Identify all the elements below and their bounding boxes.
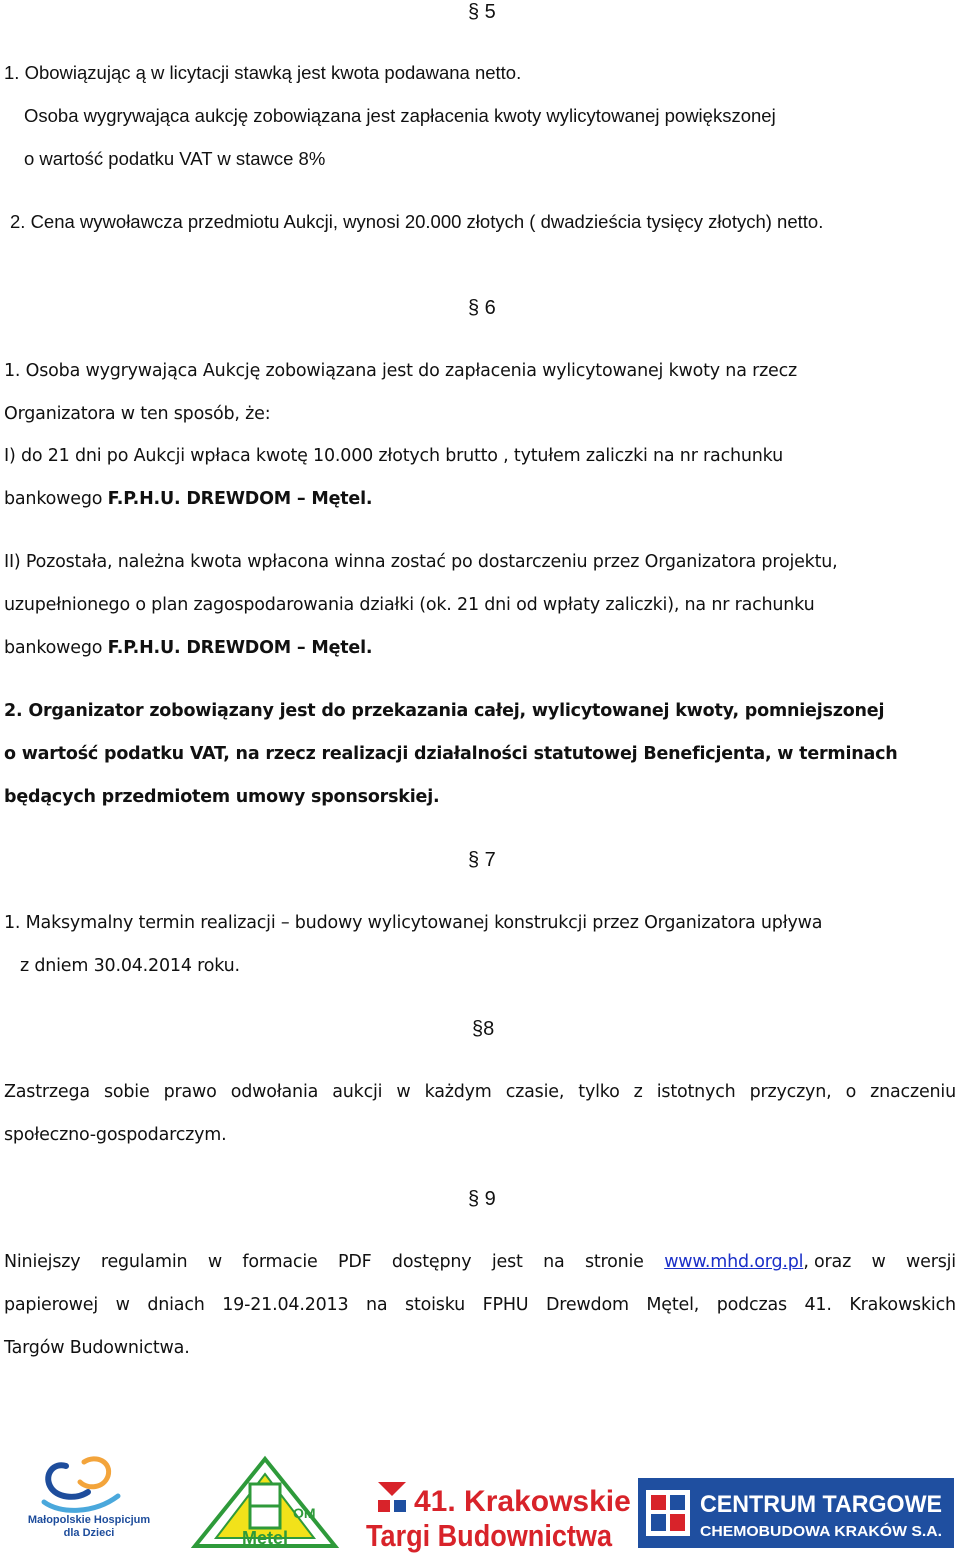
word: wersji	[906, 1252, 956, 1272]
word: , oraz	[803, 1252, 852, 1272]
s5-line-2: Osoba wygrywająca aukcję zobowiązana jest zapłacenia kwoty wylicytowanej powiększonej	[24, 105, 776, 126]
hospicjum-logo	[14, 1452, 164, 1544]
s6-line-4-company: F.P.H.U. DREWDOM – Mętel.	[107, 489, 373, 509]
word: Mętel,	[646, 1295, 700, 1315]
s6-line-6: uzupełnionego o plan zagospodarowania działki (ok. 21 dni od wpłaty zaliczki), na nr rachunku	[4, 595, 815, 615]
word: jest	[491, 1252, 523, 1272]
targi-title-2: Targi Budownictwa	[366, 1518, 613, 1553]
word: Zastrzega	[4, 1082, 90, 1102]
targi-title-1: 41. Krakowskie	[414, 1485, 631, 1518]
centrum-emblem-icon	[646, 1490, 690, 1536]
word: PDF	[337, 1252, 372, 1272]
word: w	[207, 1252, 222, 1272]
metel-small-text: OM	[293, 1505, 316, 1521]
s6-line-8: 2. Organizator zobowiązany jest do przekazania całej, wylicytowanej kwoty, pomniejszonej	[4, 701, 885, 721]
s6-line-7-company: F.P.H.U. DREWDOM – Mętel.	[107, 638, 373, 658]
hospicjum-name-2: dla Dzieci	[63, 1527, 115, 1539]
word: Drewdom	[545, 1295, 629, 1315]
website-link[interactable]: www.mhd.org.pl	[664, 1252, 804, 1272]
word: sobie	[103, 1082, 150, 1102]
s5-line-3: o wartość podatku VAT w stawce 8%	[24, 148, 326, 169]
s9-line-1	[4, 1250, 956, 1274]
word: w	[115, 1295, 130, 1315]
word: stronie	[584, 1252, 644, 1272]
word: tylko	[578, 1082, 620, 1102]
s6-line-10: będących przedmiotem umowy sponsorskiej.	[4, 787, 440, 807]
s9-line-2	[4, 1293, 956, 1317]
word: prawo	[163, 1082, 217, 1102]
s6-line-7	[4, 636, 372, 660]
word: formacie	[242, 1252, 318, 1272]
word: 19-21.04.2013	[222, 1295, 349, 1315]
word: z	[633, 1082, 643, 1102]
centrum-subtitle: CHEMOBUDOWA KRAKÓW S.A.	[700, 1523, 931, 1540]
s6-line-5: II) Pozostała, należna kwota wpłacona winna zostać po dostarczeniu przez Organizatora projektu,	[4, 552, 838, 572]
s6-line-9: o wartość podatku VAT, na rzecz realizacji działalności statutowej Beneficjenta, w terminach	[4, 744, 898, 764]
hospicjum-name-1: Małopolskie Hospicjum	[27, 1514, 151, 1526]
word: papierowej	[4, 1295, 99, 1315]
word: na	[366, 1295, 388, 1315]
targi-logo	[364, 1478, 631, 1553]
s6-line-2: Organizatora w ten sposób, że:	[4, 404, 271, 424]
word: znaczeniu	[870, 1082, 956, 1102]
s6-line-1: 1. Osoba wygrywająca Aukcję zobowiązana jest do zapłacenia wylicytowanej kwoty na rzecz	[4, 361, 798, 381]
metel-name: Mętel	[241, 1528, 289, 1548]
s6-line-4	[4, 487, 372, 511]
word: przyczyn,	[749, 1082, 832, 1102]
s8-line-2: społeczno-gospodarczym.	[4, 1125, 227, 1145]
word: FPHU	[482, 1295, 529, 1315]
word: Niniejszy	[4, 1252, 81, 1272]
word: czasie,	[505, 1082, 565, 1102]
word: na	[543, 1252, 565, 1272]
section-5-heading: § 5	[468, 1, 496, 23]
word: regulamin	[100, 1252, 188, 1272]
word: dniach	[147, 1295, 205, 1315]
word: dostępny	[391, 1252, 472, 1272]
s5-line-4: 2. Cena wywoławcza przedmiotu Aukcji, wynosi 20.000 złotych ( dwadzieścia tysięcy złotych) netto.	[10, 211, 824, 232]
centrum-targowe-logo	[638, 1478, 954, 1548]
word: o	[845, 1082, 857, 1102]
word: odwołania	[230, 1082, 319, 1102]
s6-line-7-text: bankowego	[4, 638, 108, 658]
word: każdym	[424, 1082, 492, 1102]
section-8-heading: §8	[472, 1018, 495, 1040]
s8-line-1	[4, 1080, 956, 1104]
s9-line-3: Targów Budownictwa.	[4, 1338, 190, 1358]
centrum-title: CENTRUM TARGOWE	[700, 1491, 942, 1518]
s6-line-4-text: bankowego	[4, 489, 108, 509]
word: podczas	[716, 1295, 787, 1315]
word: istotnych	[656, 1082, 736, 1102]
word: 41.	[804, 1295, 832, 1315]
s7-line-1: 1. Maksymalny termin realizacji – budowy wylicytowanej konstrukcji przez Organizatora upływa	[4, 913, 823, 933]
section-9-heading: § 9	[468, 1188, 496, 1210]
word: stoisku	[405, 1295, 465, 1315]
word: w	[871, 1252, 886, 1272]
targi-emblem-icon	[378, 1482, 406, 1512]
s5-line-1: 1. Obowiązując ą w licytacji stawką jest kwota podawana netto.	[4, 62, 522, 83]
word: w	[396, 1082, 411, 1102]
hospicjum-heart-icon	[80, 1459, 109, 1487]
word: aukcji	[332, 1082, 383, 1102]
s7-line-2: z dniem 30.04.2014 roku.	[20, 956, 240, 976]
metel-logo	[190, 1456, 340, 1552]
s6-line-3: I) do 21 dni po Aukcji wpłaca kwotę 10.000 złotych brutto , tytułem zaliczki na nr rachunku	[4, 446, 783, 466]
word: Krakowskich	[849, 1295, 956, 1315]
section-6-heading: § 6	[468, 297, 496, 319]
section-7-heading: § 7	[468, 849, 496, 871]
